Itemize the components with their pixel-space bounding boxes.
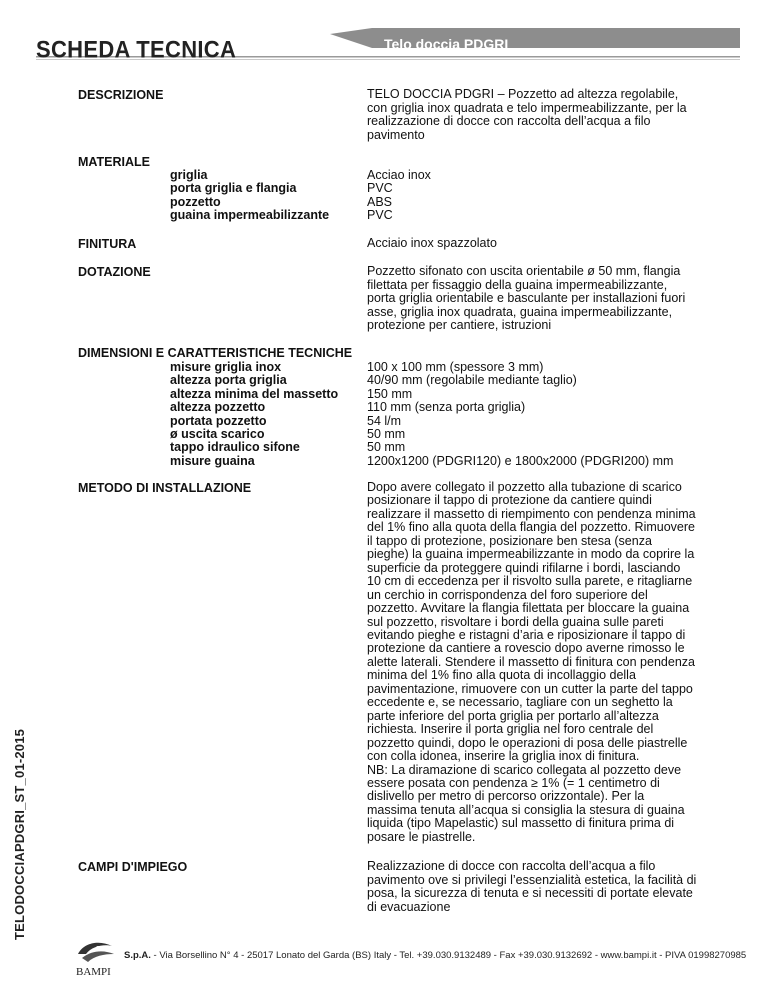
section-label-metodo: METODO DI INSTALLAZIONE — [78, 481, 252, 495]
text-line: del 1% fino alla quota della flangia del pozzetto. Rimuovere — [367, 520, 695, 535]
spec-name: ø uscita scarico — [170, 427, 265, 442]
text-line: pavimento ove si privilegi l’essenzialità estetica, la facilità di — [367, 872, 697, 887]
text-line: filettata per fissaggio della guaina impermeabilizzante, — [367, 277, 668, 292]
text-line: posare le piastrelle. — [367, 829, 476, 844]
text-line: Dopo avere collegato il pozzetto alla tubazione di scarico — [367, 480, 682, 494]
text-line: posizionare il tappo di protezione da cantiere quindi — [367, 493, 652, 508]
product-name: Telo doccia PDGRI — [384, 36, 509, 52]
text-line: il tappo di protezione, posizionare ben stesa (senza — [367, 533, 652, 548]
text-line: dislivello per metro di percorso orizzontale). Per la — [367, 789, 645, 804]
spec-name: guaina impermeabilizzante — [170, 207, 330, 222]
text-line: pavimentazione, rimuovere con un cutter la parte del tappo — [367, 681, 693, 696]
text-line: pieghe) la guaina impermeabilizzante in modo da coprire la — [367, 547, 695, 562]
section-label-campi: CAMPI D'IMPIEGO — [78, 860, 188, 874]
materiale-names — [170, 169, 329, 222]
text-line: eccedente e, se necessario, tagliare con un seghetto la — [367, 695, 673, 710]
spec-value: 100 x 100 mm (spessore 3 mm) — [367, 360, 544, 374]
text-line: pozzetto. Avvitare la flangia filettata per bloccare la guaina — [367, 601, 690, 616]
text-line: realizzazione di docce con raccolta dell’acqua a filo — [367, 114, 651, 129]
spec-name: misure guaina — [170, 453, 255, 468]
dotazione-text — [367, 265, 715, 333]
spec-value: 110 mm (senza porta griglia) — [367, 400, 526, 415]
text-line: Pozzetto sifonato con uscita orientabile ø 50 mm, flangia — [367, 264, 681, 278]
spec-name: altezza porta griglia — [170, 373, 287, 388]
spec-value: PVC — [367, 181, 393, 196]
text-line: NB: La diramazione di scarico collegata al pozzetto deve — [367, 762, 682, 777]
materiale-values — [367, 169, 715, 222]
spec-name: tappo idraulico sifone — [170, 440, 300, 455]
text-line: pozzetto quindi, dopo le operazioni di posa delle piastrelle — [367, 735, 688, 750]
spec-value: 150 mm — [367, 386, 413, 401]
text-line: richiesta. Inserire il porta griglia nel foro centrale del — [367, 722, 654, 737]
dimensioni-names — [170, 361, 338, 468]
text-line: massima tenuta all’acqua si consiglia la stesura di guaina — [367, 802, 685, 817]
text-line: minima del 1% fino alla quota di incollaggio della — [367, 668, 636, 683]
metodo-text — [367, 481, 715, 844]
company-info — [124, 950, 746, 961]
section-label-dimensioni: DIMENSIONI E CARATTERISTICHE TECNICHE — [78, 346, 353, 360]
text-line: porta griglia orientabile e basculante per installazioni fuori — [367, 291, 686, 306]
company-address: - Via Borsellino N° 4 - 25017 Lonato del Garda (BS) Italy - Tel. +39.030.9132489 - Fax +39.030.9132692 - www.bampi.it - PIVA 01998270985 — [150, 950, 747, 961]
text-line: protezione per cantiere, istruzioni — [367, 318, 552, 333]
spec-name: porta griglia e flangia — [170, 181, 297, 196]
section-label-descrizione: DESCRIZIONE — [78, 88, 164, 102]
text-line: evitando pieghe e ristagni d’aria e riposizionare il tappo di — [367, 627, 686, 642]
text-line: di evacuazione — [367, 899, 451, 914]
text-line: essere posata con pendenza ≥ 1% (= 1 centimetro di — [367, 775, 660, 790]
document-code: TELODOCCIAPDGRI_ST_01-2015 — [12, 728, 27, 940]
text-line: posa, la sicurezza di tenuta e si necessiti di portate elevate — [367, 886, 693, 901]
text-line: protezione da cantiere a rovescio dopo averne rimosso le — [367, 641, 685, 656]
spec-name: griglia — [170, 168, 208, 182]
spec-value: 1200x1200 (PDGRI120) e 1800x2000 (PDGRI200) mm — [367, 453, 674, 468]
text-line: 10 cm di eccedenza per il risvolto sulla parete, e ritagliarne — [367, 574, 693, 589]
text-line: parte inferiore del porta griglia per portarlo all’altezza — [367, 708, 659, 723]
section-label-finitura: FINITURA — [78, 237, 137, 251]
spec-name: pozzetto — [170, 194, 221, 209]
spec-value: 50 mm — [367, 440, 406, 455]
section-label-materiale: MATERIALE — [78, 155, 150, 169]
text-line: alette laterali. Stendere il massetto di finitura con pendenza — [367, 654, 695, 669]
spec-value: Acciao inox — [367, 168, 431, 182]
spec-value: PVC — [367, 207, 393, 222]
company-name: S.p.A. — [124, 950, 151, 961]
text-line: Realizzazione di docce con raccolta dell’acqua a filo — [367, 859, 656, 873]
text-line: TELO DOCCIA PDGRI – Pozzetto ad altezza regolabile, — [367, 87, 679, 101]
text-line: un cerchio in corrispondenza del foro superiore del — [367, 587, 648, 602]
spec-name: altezza pozzetto — [170, 400, 266, 415]
dimensioni-values — [367, 361, 715, 468]
logo-text: BAMPI — [76, 966, 111, 978]
text-line: liquida (tipo Mapelastic) sul massetto di finitura prima di — [367, 816, 675, 831]
descrizione-text — [367, 88, 715, 142]
spec-value: 50 mm — [367, 427, 406, 442]
section-label-dotazione: DOTAZIONE — [78, 265, 151, 279]
page-title: SCHEDA TECNICA — [36, 35, 237, 63]
text-line: con griglia inox quadrata e telo impermeabilizzante, per la — [367, 100, 687, 115]
text-line: con colla idonea, inserire la griglia inox di finitura. — [367, 749, 640, 764]
text-line: pavimento — [367, 127, 425, 142]
spec-value: 40/90 mm (regolabile mediante taglio) — [367, 373, 577, 388]
spec-name: portata pozzetto — [170, 413, 267, 428]
campi-text — [367, 860, 715, 914]
spec-name: altezza minima del massetto — [170, 386, 339, 401]
bampi-logo-icon — [70, 936, 120, 970]
text-line: superficie da proteggere quindi rifilarne i bordi, lasciando — [367, 560, 681, 575]
text-line: sul pozzetto, risvoltare i bordi della guaina sulle pareti — [367, 614, 664, 629]
text-line: asse, griglia inox quadrata, guaina impermeabilizzante, — [367, 304, 673, 319]
text-line: realizzare il massetto di riempimento con pendenza minima — [367, 506, 696, 521]
finitura-text: Acciaio inox spazzolato — [367, 236, 497, 250]
spec-value: ABS — [367, 194, 393, 209]
spec-value: 54 l/m — [367, 413, 402, 428]
spec-name: misure griglia inox — [170, 360, 282, 374]
